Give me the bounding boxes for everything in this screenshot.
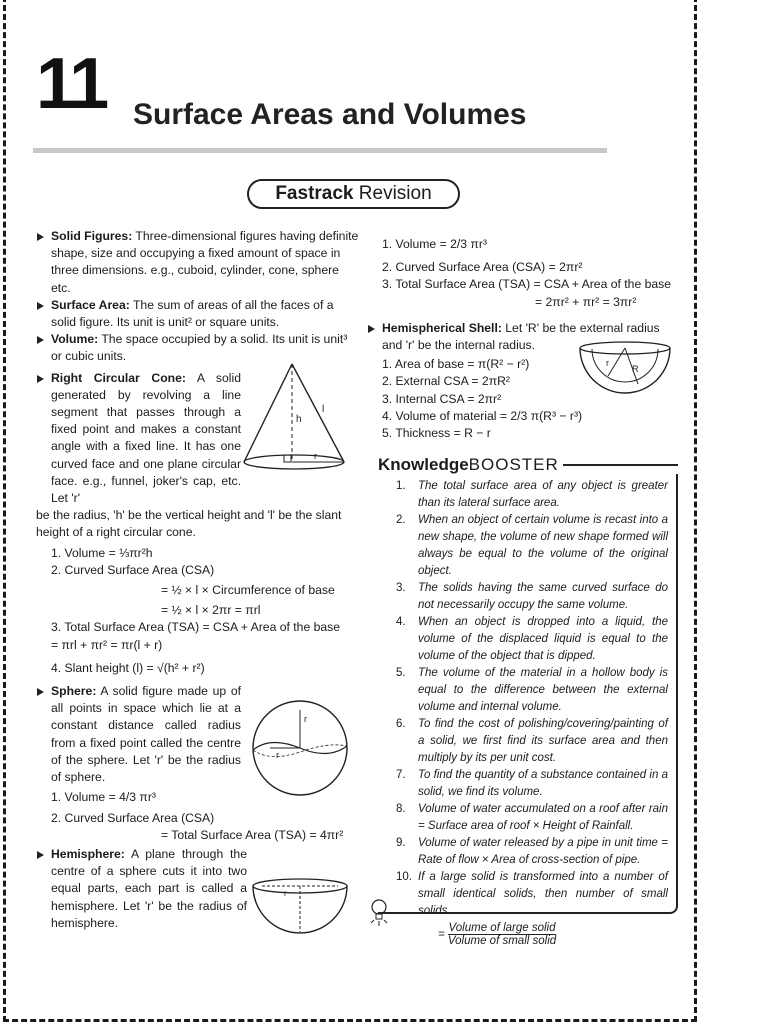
knowledge-item-number: 2. [396,514,406,526]
cone-l-label: l [322,404,325,415]
fraction-numerator: Volume of large solid [448,922,556,934]
title-rule [33,148,607,153]
hemi-formula-csa: 2. Curved Surface Area (CSA) = 2πr² [382,260,583,275]
cone-text-2: be the radius, 'h' be the vertical height and 'l' be the slant height of a right circular cone. [36,508,342,540]
chapter-title: Surface Areas and Volumes [133,98,527,131]
hemisphere-diagram [250,874,350,938]
shell-text: Let 'R' be the external radius and 'r' be the internal radius. [382,320,660,353]
knowledge-item-text: To find the quantity of a substance contained in a solid, we find its volume. [418,769,668,798]
knowledge-item-text: When an object of certain volume is recast into a new shape, the volume of new shape formed will always be equal to the volume of the original object. [418,514,668,577]
knowledge-item [394,580,668,614]
knowledge-booster-box [378,474,678,947]
sphere-item [36,683,241,786]
sphere-text: A solid figure made up of all points in space which lie at a constant distance called radius from a fixed point called the centre of the sphere. Let 'r' be the radius of sphere. [51,684,241,785]
knowledge-item-number: 10. [396,871,412,883]
knowledge-item-number: 8. [396,803,406,815]
fastrack-revision-badge [247,179,460,209]
right-column [367,228,679,442]
cone-term: Right Circular Cone: [51,370,186,385]
knowledge-item [394,478,668,512]
knowledge-item-text: The total surface area of any object is greater than its lateral surface area. [418,480,668,509]
shell-R-label: R [632,364,639,374]
cone-item [36,370,241,508]
knowledge-item [394,767,668,801]
chapter-number: 11 [36,44,107,124]
shell-formula-material: 4. Volume of material = 2/3 π(R³ − r³) [382,408,583,423]
kb-title-b: BOOSTER [468,455,559,474]
knowledge-item-text: If a large solid is transformed into a number of small identical solids, then number of small solids [418,871,668,917]
sphere-term: Sphere: [51,684,97,699]
knowledge-item-text: Volume of water released by a pipe in unit time = Rate of flow × Area of cross-section of pipe. [418,837,668,866]
surface-text: The sum of areas of all the faces of a solid figure. Its unit is unit² or square units. [51,297,334,330]
knowledge-item-number: 9. [396,837,406,849]
left-column [36,228,364,932]
cone-formula-csa-b: = ½ × l × 2πr = πrl [161,603,261,618]
knowledge-item-number: 5. [396,667,406,679]
shell-formula-internal: 3. Internal CSA = 2πr² [382,391,502,406]
kb-title-a: Knowledge [378,455,469,474]
knowledge-item-text: The solids having the same curved surface do not necessarily occupy the same volume. [418,582,668,611]
knowledge-item-number: 4. [396,616,406,628]
cone-formula-tsa: 3. Total Surface Area (TSA) = CSA + Area of the base [51,620,341,635]
cone-formula-csa-a: = ½ × l × Circumference of base [161,583,335,598]
knowledge-item-text: Volume of water accumulated on a roof after rain = Surface area of roof × Height of Rainfall. [418,803,668,832]
cone-h-label: h [296,414,302,425]
volume-text: The space occupied by a solid. Its unit is unit³ or cubic units. [51,332,348,364]
cone-formula-tsa-a: = πrl + πr² = πr(l + r) [51,637,163,652]
hemi-text: A plane through the centre of a sphere cuts it into two equal parts, each part is called a hemisphere. Let 'r' be the radius of hemisphere. [51,846,247,930]
knowledge-item-text: When an object is dropped into a liquid, the volume of the displaced liquid is equal to the volume of the object that is dipped. [418,616,668,662]
cone-text-1: A solid generated by revolving a line segment that passes through a fixed point and makes a constant angle with a fixed line. It has one curved face and one plane circular face. e.g., funnel, joker's cap, etc. Let 'r' [51,370,241,506]
cone-formula-volume: 1. Volume = ⅓πr²h [51,545,153,560]
revision-bold: Fastrack [275,183,354,204]
knowledge-item [394,665,668,716]
hemisphere-item [36,846,247,932]
shell-formula-thickness: 5. Thickness = R − r [382,426,491,441]
solid-figures-item [36,228,361,297]
small-solids-fraction: = $\frac{\text{Volume of large solid}}{\text{Volume of small solid}}$ [438,922,557,947]
sphere-r-label-top: r [304,714,307,724]
knowledge-booster [378,455,678,947]
knowledge-booster-title [378,455,678,475]
sphere-r-label: r [276,750,279,760]
shell-formula-external: 2. External CSA = 2πR² [382,374,510,389]
knowledge-item-number: 3. [396,582,406,594]
revision-rest: Revision [353,183,432,204]
hemi-formula-tsa: 3. Total Surface Area (TSA) = CSA + Area of the base [382,277,672,292]
surface-term: Surface Area: [51,297,130,312]
knowledge-item-text: The volume of the material in a hollow body is equal to the difference between the external volume and internal volume. [418,667,668,713]
hemi-r-label: r [284,889,287,898]
knowledge-item-number: 7. [396,769,406,781]
knowledge-item-number: 6. [396,718,406,730]
solid-text: Three-dimensional figures having definite shape, size and occupying a fixed amount of space in three dimensions. e.g., cuboid, cylinder, cone, sphere etc. [51,229,359,295]
cone-r-label: r [314,451,317,461]
hemi-term: Hemisphere: [51,846,125,861]
shell-term: Hemispherical Shell: [382,320,502,335]
sphere-diagram [250,698,350,798]
sphere-formula-csa: 2. Curved Surface Area (CSA) [51,810,215,825]
fraction-denominator: Volume of small solid [447,935,557,947]
knowledge-item [394,801,668,835]
sphere-formula-volume: 1. Volume = 4/3 πr³ [51,790,156,805]
knowledge-item [394,512,668,580]
solid-term: Solid Figures: [51,229,133,243]
shell-diagram [578,340,672,396]
cone-formula-slant: 4. Slant height (l) = √(h² + r²) [51,660,205,675]
knowledge-item [394,716,668,767]
cone-formula-csa: 2. Curved Surface Area (CSA) [51,562,215,577]
knowledge-item [394,869,668,920]
sphere-formula-csa-a: = Total Surface Area (TSA) = 4πr² [161,827,344,842]
kb-title-line [563,464,678,466]
knowledge-item [394,614,668,665]
cone-diagram [236,360,352,480]
shell-r-label: r [606,358,609,368]
volume-term: Volume: [51,332,99,347]
hemi-formula-tsa-a: = 2πr² + πr² = 3πr² [535,294,637,309]
hemi-formula-volume: 1. Volume = 2/3 πr³ [382,237,487,251]
knowledge-item-number: 1. [396,480,406,492]
surface-area-item [36,297,361,331]
knowledge-item [394,835,668,869]
knowledge-item-text: To find the cost of polishing/covering/painting of a solid, we first find its surface area and then multiply by its per unit cost. [418,718,668,764]
shell-formula-base: 1. Area of base = π(R² − r²) [382,357,530,372]
lightbulb-icon [368,895,390,929]
